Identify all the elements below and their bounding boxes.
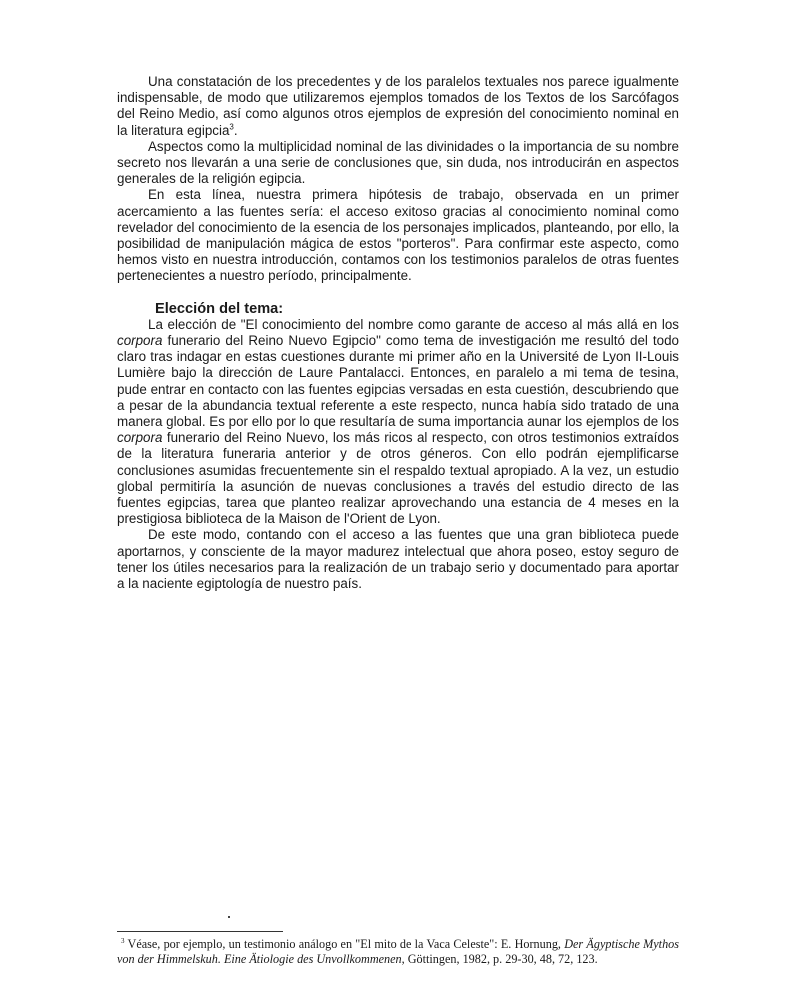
paragraph-aspects — [117, 139, 679, 188]
paragraph-topic-choice — [117, 317, 679, 528]
footnote-reference: 3 — [229, 122, 234, 132]
paragraph-aspects-text: Aspectos como la multiplicidad nominal de las divinidades o la importancia de su nombre secreto nos llevarán a una serie de conclusiones que, sin duda, nos introducirán en aspectos generales de la religión egipcia. — [117, 138, 679, 187]
paragraph-conclusion — [117, 527, 679, 592]
paragraph-hypothesis — [117, 187, 679, 284]
topic-italic-corpora-1: corpora — [117, 333, 163, 349]
scan-speck — [228, 916, 230, 918]
paragraph-sources — [117, 74, 679, 139]
paragraph-sources-text: Una constatación de los precedentes y de los paralelos textuales nos parece igualmente indispensable, de modo que utilizaremos ejemplos tomados de los Textos de los Sarcófagos del Reino Medio, así como algunos otros ejemplos de expresión del conocimiento nominal en la literatura egipcia — [117, 74, 679, 138]
footnote-text-part-2: , Göttingen, 1982, p. 29-30, 48, 72, 123. — [401, 951, 598, 966]
paragraph-hypothesis-text: En esta línea, nuestra primera hipótesis de trabajo, observada en un primer acercamiento a las fuentes sería: el acceso exitoso gracias al conocimiento nominal como revelador del conocimiento de la esencia de los personajes implicados, planteando, por ello, la posibilidad de manipulación mágica de estos "porteros". Para confirmar este aspecto, como hemos visto en nuestra introducción, contamos con los testimonios paralelos de otras fuentes pertenecientes a nuestro período, principalmente. — [117, 187, 679, 284]
footnote-number: 3 — [121, 936, 125, 945]
topic-text-part-2: funerario del Reino Nuevo Egipcio" como tema de investigación me resultó del todo claro tras indagar en estas cuestiones durante mi primer año en la Université de Lyon II-Louis Lumière bajo la dirección de Laure Pantalacci. Entonces, en paralelo a mi tema de tesina, pude entrar en contacto con las fuentes egipcias versadas en esta cuestión, descubriendo que a pesar de la abundancia textual referente a este respecto, nunca había sido tratado de una manera global. Es por ello por lo que resultaría de suma importancia aunar los ejemplos de los — [117, 333, 679, 430]
footnote-book-title: Der Ägyptische Mythos von der Himmelskuh. Eine Ätiologie des Unvollkommenen — [117, 937, 679, 966]
topic-text-part-1: La elección de "El conocimiento del nombre como garante de acceso al más allá en los — [148, 316, 679, 332]
footnote — [117, 937, 679, 966]
footnote-text-part-1: Véase, por ejemplo, un testimonio análogo en "El mito de la Vaca Celeste": E. Hornung, — [124, 937, 565, 951]
topic-italic-corpora-2: corpora — [117, 430, 163, 446]
section-heading: Elección del tema: — [155, 300, 284, 317]
main-text — [117, 74, 679, 592]
paragraph-conclusion-text: De este modo, contando con el acceso a las fuentes que una gran biblioteca puede aportarnos, y consciente de la mayor madurez intelectual que ahora poseo, estoy seguro de tener los útiles necesarios para la realización de un trabajo serio y documentado para aportar a la naciente egiptología de nuestro país. — [117, 527, 679, 592]
footnote-divider — [117, 931, 283, 932]
paragraph-sources-end: . — [233, 122, 238, 138]
topic-text-part-3: funerario del Reino Nuevo, los más ricos al respecto, con otros testimonios extraídos de la literatura funeraria anterior y de otros géneros. Con ello podrán ejemplificarse conclusiones asumidas frecuentemente sin el respaldo textual apropiado. A la vez, un estudio global permitiría la asunción de nuevas conclusiones a través del estudio directo de las fuentes egipcias, tarea que planteo realizar aprovechando una estancia de 4 meses en la prestigiosa biblioteca de la Maison de l'Orient de Lyon. — [117, 430, 679, 527]
